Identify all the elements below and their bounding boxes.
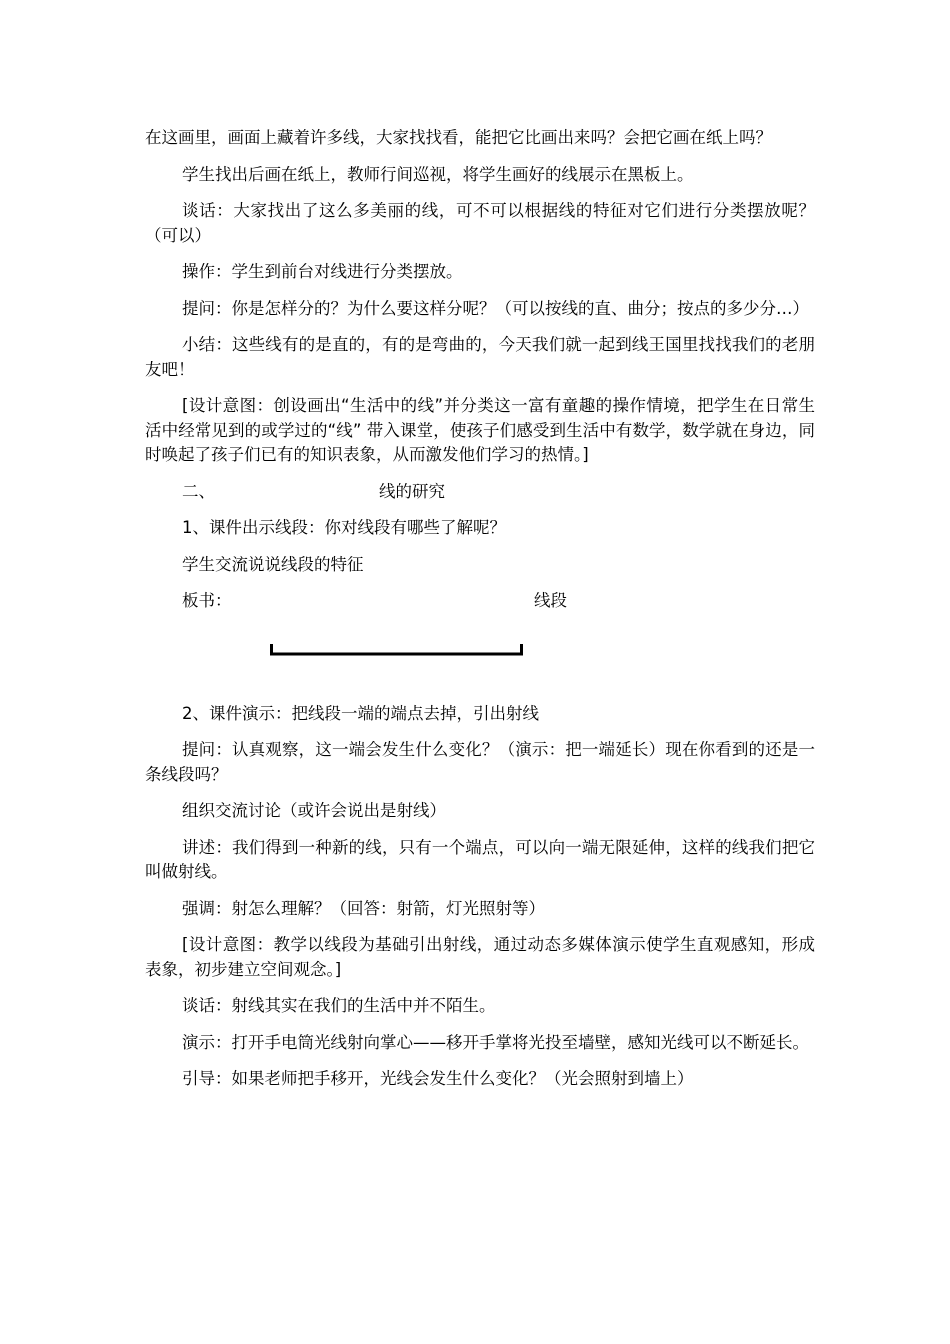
paragraph-discussion: 组织交流讨论（或许会说出是射线）: [182, 801, 446, 820]
paragraph-emphasis: 强调：射怎么理解？（回答：射箭，灯光照射等）: [182, 898, 545, 918]
paragraph-segment-features: 学生交流说说线段的特征: [182, 554, 364, 574]
paragraph-guide: 引导：如果老师把手移开，光线会发生什么变化？（光会照射到墙上）: [182, 1069, 694, 1088]
paragraph-summary: 小结：这些线有的是直的，有的是弯曲的，今天我们就一起到线王国里找找我们的老朋友吧！: [145, 335, 815, 379]
paragraph-show-segment: 1、课件出示线段：你对线段有哪些了解呢？: [182, 518, 506, 537]
section-heading: [145, 480, 815, 505]
paragraph-explain-ray: 讲述：我们得到一种新的线，只有一个端点，可以向一端无限延伸，这样的线我们把它叫做射线。: [145, 837, 815, 881]
section-title: 线的研究: [379, 481, 445, 501]
section-number: 二、: [182, 481, 215, 501]
paragraph-intro: 在这画里，画面上藏着许多线，大家找找看，能把它比画出来吗？会把它画在纸上吗？: [145, 128, 772, 147]
paragraph-design-intent-1: [设计意图：创设画出“生活中的线”并分类这一富有童趣的操作情境，把学生在日常生活中经常见到的或学过的“线” 带入课堂，使孩子们感受到生活中有数学，数学就在身边，同时唤起了孩子们已有的知识表象，从而激发他们学习的热情。]: [145, 396, 815, 464]
paragraph-flashlight-demo: 演示：打开手电筒光线射向掌心——移开手掌将光投至墙壁，感知光线可以不断延长。: [182, 1032, 809, 1052]
board-writing: [145, 589, 815, 614]
document-body: [145, 126, 815, 1092]
paragraph-demo-ray: 2、课件演示：把线段一端的端点去掉，引出射线: [182, 703, 539, 723]
line-segment-figure: [270, 644, 523, 656]
board-value: 线段: [534, 591, 567, 610]
paragraph-students-draw: 学生找出后画在纸上，教师行间巡视，将学生画好的线展示在黑板上。: [182, 164, 694, 184]
paragraph-operation: 操作：学生到前台对线进行分类摆放。: [182, 262, 463, 281]
paragraph-design-intent-2: [设计意图：教学以线段为基础引出射线，通过动态多媒体演示使学生直观感知，形成表象，初步建立空间观念。]: [145, 935, 815, 979]
paragraph-talk-ray: 谈话：射线其实在我们的生活中并不陌生。: [182, 996, 496, 1015]
paragraph-question: 提问：你是怎样分的？为什么要这样分呢？（可以按线的直、曲分；按点的多少分…）: [182, 298, 809, 318]
paragraph-talk-classify: 谈话：大家找出了这么多美丽的线，可不可以根据线的特征对它们进行分类摆放呢？（可以）: [145, 201, 815, 245]
paragraph-observe: 提问：认真观察，这一端会发生什么变化？（演示：把一端延长）现在你看到的还是一条线段吗？: [145, 740, 815, 784]
board-label: 板书：: [182, 591, 232, 610]
segment-figure-area: [145, 614, 815, 702]
